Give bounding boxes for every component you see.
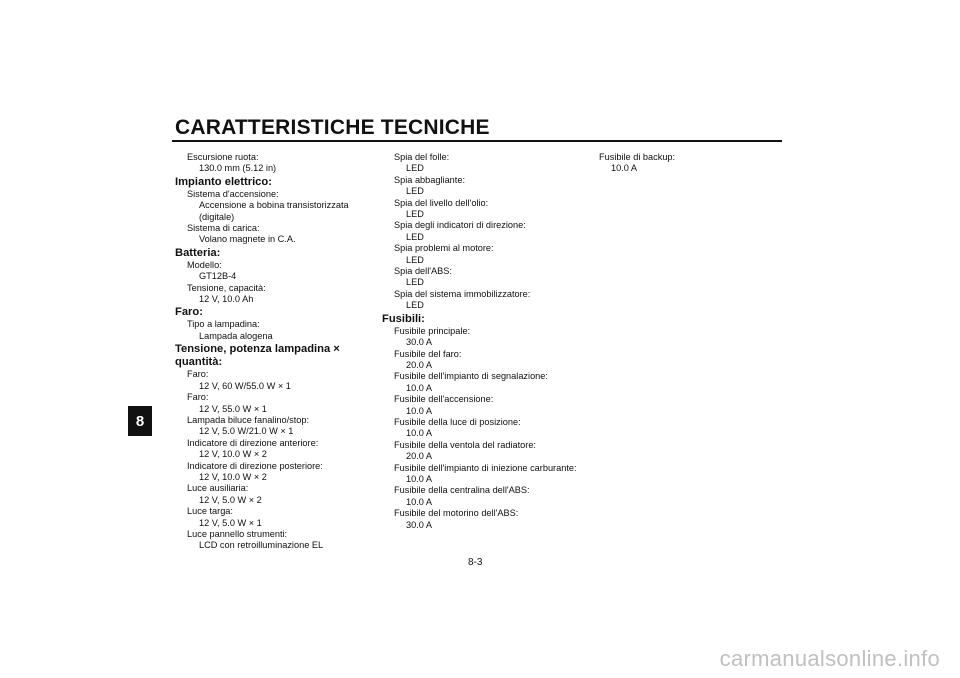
spec-line: Spia problemi al motore:: [394, 243, 494, 254]
spec-column-1: [175, 152, 375, 552]
spec-line: 12 V, 55.0 W × 1: [199, 403, 267, 414]
spec-line: Faro:: [187, 392, 209, 403]
spec-line: Escursione ruota:: [187, 152, 259, 162]
spec-line: Luce targa:: [187, 506, 233, 517]
spec-line: Fusibile principale:: [394, 325, 471, 336]
spec-line: LED: [406, 277, 424, 288]
spec-line: Tensione, potenza lampadina × quantità:: [175, 343, 340, 369]
spec-line: Fusibile del motorino dell'ABS:: [394, 508, 519, 519]
spec-line: Spia del livello dell'olio:: [394, 197, 489, 208]
spec-line: Volano magnete in C.A.: [199, 234, 296, 245]
spec-line: LED: [406, 300, 424, 311]
spec-line: Batteria:: [175, 246, 221, 259]
spec-column-3: [587, 152, 767, 175]
spec-line: Fusibile della luce di posizione:: [394, 416, 521, 427]
spec-line: Fusibili:: [382, 312, 425, 325]
spec-line: Spia dell'ABS:: [394, 266, 452, 277]
spec-line: Sistema d'accensione:: [187, 188, 279, 199]
spec-line: 10.0 A: [611, 163, 638, 174]
spec-line: 130.0 mm (5.12 in): [199, 163, 277, 174]
spec-line: 30.0 A: [406, 519, 433, 530]
spec-line: LED: [406, 254, 424, 265]
watermark: carmanualsonline.info: [719, 646, 940, 671]
spec-line: 10.0 A: [406, 405, 433, 416]
spec-line: Fusibile dell'accensione:: [394, 394, 494, 405]
spec-line: Fusibile di backup:: [599, 152, 676, 162]
spec-line: Lampada biluce fanalino/stop:: [187, 414, 310, 425]
chapter-tab: 8: [128, 406, 152, 436]
spec-line: 10.0 A: [406, 473, 433, 484]
spec-line: Tensione, capacità:: [187, 282, 266, 293]
spec-line: Tipo a lampadina:: [187, 319, 260, 330]
spec-line: 10.0 A: [406, 496, 433, 507]
spec-line: Fusibile dell'impianto di segnalazione:: [394, 371, 548, 382]
spec-line: Indicatore di direzione posteriore:: [187, 460, 323, 471]
spec-line: Lampada alogena: [199, 330, 273, 341]
spec-line: Spia del sistema immobilizzatore:: [394, 288, 531, 299]
spec-line: Accensione a bobina transistorizzata: [199, 200, 349, 211]
spec-line: Luce ausiliaria:: [187, 483, 249, 494]
spec-line: GT12B-4: [199, 271, 237, 282]
spec-line: Impianto elettrico:: [175, 175, 272, 188]
spec-line: LED: [406, 231, 424, 242]
spec-line: 12 V, 10.0 Ah: [199, 294, 254, 305]
spec-line: 12 V, 5.0 W × 2: [199, 494, 262, 505]
page-title: CARATTERISTICHE TECNICHE: [175, 116, 490, 139]
spec-line: Indicatore di direzione anteriore:: [187, 437, 319, 448]
spec-line: Faro:: [187, 369, 209, 380]
spec-line: Faro:: [175, 306, 203, 319]
spec-line: (digitale): [199, 211, 235, 222]
title-rule: [172, 140, 782, 142]
spec-line: LED: [406, 163, 424, 174]
spec-line: 12 V, 60 W/55.0 W × 1: [199, 380, 291, 391]
spec-line: 12 V, 5.0 W × 1: [199, 517, 262, 528]
spec-line: LCD con retroilluminazione EL: [199, 540, 324, 551]
spec-line: Fusibile della ventola del radiatore:: [394, 439, 536, 450]
spec-line: Luce pannello strumenti:: [187, 528, 288, 539]
spec-line: Spia abbagliante:: [394, 174, 466, 185]
spec-line: LED: [406, 209, 424, 220]
spec-line: 12 V, 10.0 W × 2: [199, 449, 267, 460]
spec-line: 12 V, 5.0 W/21.0 W × 1: [199, 426, 294, 437]
spec-line: Sistema di carica:: [187, 223, 260, 234]
spec-line: 12 V, 10.0 W × 2: [199, 471, 267, 482]
spec-line: 20.0 A: [406, 451, 433, 462]
spec-line: Fusibile del faro:: [394, 348, 462, 359]
spec-line: Fusibile della centralina dell'ABS:: [394, 485, 530, 496]
page-number: 8-3: [468, 557, 483, 568]
spec-line: LED: [406, 186, 424, 197]
spec-column-2: [382, 152, 592, 531]
spec-line: 10.0 A: [406, 428, 433, 439]
spec-line: Spia del folle:: [394, 152, 450, 162]
spec-line: 10.0 A: [406, 382, 433, 393]
spec-line: 20.0 A: [406, 359, 433, 370]
spec-line: 30.0 A: [406, 337, 433, 348]
spec-line: Fusibile dell'impianto di iniezione carburante:: [394, 462, 577, 473]
spec-line: Spia degli indicatori di direzione:: [394, 220, 526, 231]
spec-line: Modello:: [187, 259, 222, 270]
